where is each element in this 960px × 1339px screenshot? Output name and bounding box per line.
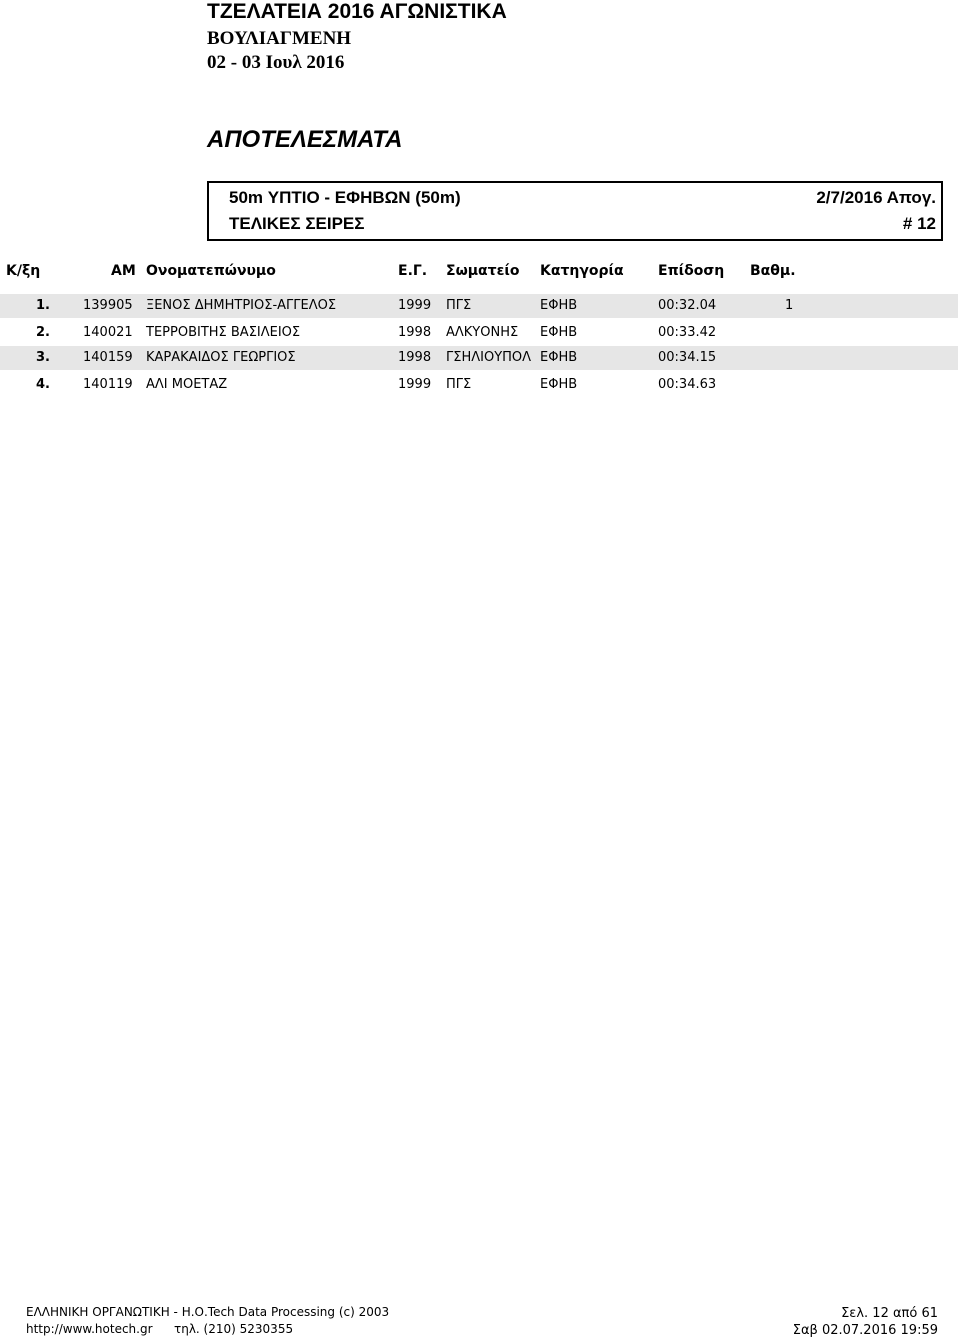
col-club: Σωματείο xyxy=(446,263,520,279)
category-cell: ΕΦΗΒ xyxy=(540,350,578,365)
col-category: Κατηγορία xyxy=(540,263,624,279)
time-cell: 00:34.63 xyxy=(658,377,717,392)
rank-cell: 2. xyxy=(36,325,50,340)
club-cell: ΠΓΣ xyxy=(446,377,472,392)
am-cell: 140021 xyxy=(83,325,133,340)
table-row xyxy=(0,346,958,370)
rank-cell: 4. xyxy=(36,377,50,392)
rank-cell: 1. xyxy=(36,298,50,313)
footer-url[interactable]: http://www.hotech.gr xyxy=(26,1322,153,1336)
col-time: Επίδοση xyxy=(658,263,725,279)
table-row xyxy=(0,321,958,345)
col-am: ΑΜ xyxy=(111,263,136,279)
name-cell: ΚΑΡΑΚΑΙΔΟΣ ΓΕΩΡΓΙΟΣ xyxy=(146,350,296,365)
time-cell: 00:34.15 xyxy=(658,350,717,365)
footer-printed: Σαβ 02.07.2016 19:59 xyxy=(792,1323,938,1338)
year-cell: 1998 xyxy=(398,325,432,340)
race-number: # 12 xyxy=(902,214,936,233)
event-dates: 02 - 03 Ιουλ 2016 xyxy=(207,52,345,73)
table-row xyxy=(0,294,958,318)
am-cell: 140119 xyxy=(83,377,133,392)
club-cell: ΓΣΗΛΙΟΥΠΟΛ xyxy=(446,350,532,365)
footer-org: ΕΛΛΗΝΙΚΗ ΟΡΓΑΝΩΤΙΚΗ - Η.Ο.Tech Data Processing (c) 2003 xyxy=(26,1305,390,1319)
race-info-box xyxy=(207,181,943,241)
year-cell: 1999 xyxy=(398,377,432,392)
rank-cell: 3. xyxy=(36,350,50,365)
race-round: ΤΕΛΙΚΕΣ ΣΕΙΡΕΣ xyxy=(229,214,365,233)
category-cell: ΕΦΗΒ xyxy=(540,325,578,340)
page-title: ΑΠΟΤΕΛΕΣΜΑΤΑ xyxy=(207,126,403,153)
race-date-session: 2/7/2016 Απογ. xyxy=(816,188,936,207)
year-cell: 1998 xyxy=(398,350,432,365)
col-year: Ε.Γ. xyxy=(398,263,428,279)
am-cell: 139905 xyxy=(83,298,133,313)
points-cell: 1 xyxy=(785,298,794,313)
time-cell: 00:33.42 xyxy=(658,325,717,340)
am-cell: 140159 xyxy=(83,350,133,365)
event-location: ΒΟΥΛΙΑΓΜΕΝΗ xyxy=(207,28,352,49)
club-cell: ΑΛΚΥΟΝΗΣ xyxy=(446,325,519,340)
footer-page: Σελ. 12 από 61 xyxy=(841,1306,938,1321)
col-points: Βαθμ. xyxy=(750,263,796,279)
col-name: Ονοματεπώνυμο xyxy=(146,263,276,279)
name-cell: ΑΛΙ ΜΟΕΤΑΖ xyxy=(146,377,228,392)
name-cell: ΤΕΡΡΟΒΙΤΗΣ ΒΑΣΙΛΕΙΟΣ xyxy=(146,325,301,340)
race-name: 50m ΥΠΤΙΟ - ΕΦΗΒΩΝ (50m) xyxy=(229,188,461,207)
table-row xyxy=(0,373,958,397)
col-rank: Κ/ξη xyxy=(6,263,41,279)
name-cell: ΞΕΝΟΣ ΔΗΜΗΤΡΙΟΣ-ΑΓΓΕΛΟΣ xyxy=(146,298,337,313)
event-name: ΤΖΕΛΑΤΕΙΑ 2016 ΑΓΩΝΙΣΤΙΚΑ xyxy=(207,0,507,23)
club-cell: ΠΓΣ xyxy=(446,298,472,313)
category-cell: ΕΦΗΒ xyxy=(540,298,578,313)
time-cell: 00:32.04 xyxy=(658,298,717,313)
year-cell: 1999 xyxy=(398,298,432,313)
category-cell: ΕΦΗΒ xyxy=(540,377,578,392)
footer-phone: τηλ. (210) 5230355 xyxy=(174,1322,294,1336)
